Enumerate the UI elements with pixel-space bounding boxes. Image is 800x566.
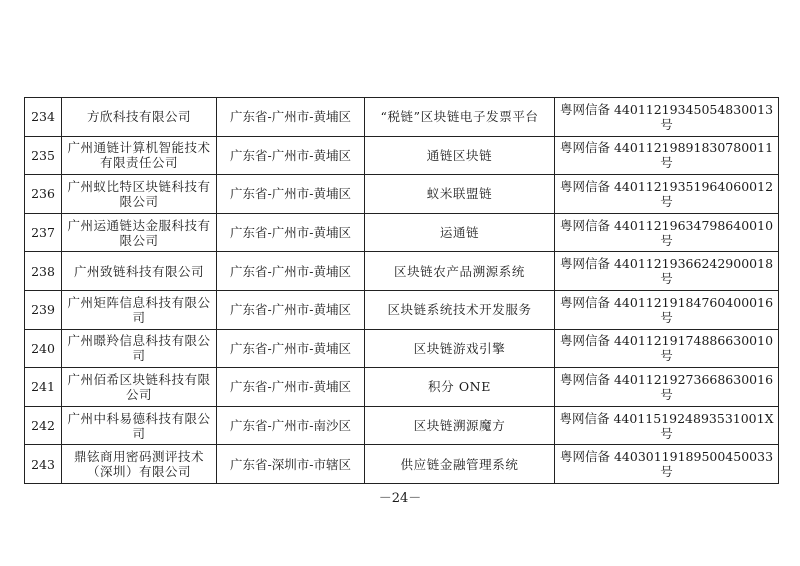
service-name: 供应链金融管理系统 — [365, 445, 555, 484]
company-name: 广州致链科技有限公司 — [62, 252, 217, 291]
region: 广东省-深圳市-市辖区 — [217, 445, 365, 484]
service-name: 区块链系统技术开发服务 — [365, 290, 555, 329]
service-name: 区块链农产品溯源系统 — [365, 252, 555, 291]
region: 广东省-广州市-黄埔区 — [217, 98, 365, 137]
region: 广东省-广州市-黄埔区 — [217, 368, 365, 407]
table-row — [25, 175, 779, 214]
company-name: 广州中科易德科技有限公司 — [62, 406, 217, 445]
table-row — [25, 252, 779, 291]
page-number: －24－ — [378, 491, 422, 506]
table-row — [25, 136, 779, 175]
service-name: 区块链溯源魔方 — [365, 406, 555, 445]
service-name: 积分 ONE — [365, 368, 555, 407]
row-number: 239 — [25, 290, 62, 329]
row-number: 240 — [25, 329, 62, 368]
company-name: 广州矩阵信息科技有限公司 — [62, 290, 217, 329]
company-name: 广州通链计算机智能技术有限责任公司 — [62, 136, 217, 175]
region: 广东省-广州市-黄埔区 — [217, 175, 365, 214]
record-number: 粤网信备 44011219273668630016 号 — [555, 368, 779, 407]
service-name: 运通链 — [365, 213, 555, 252]
record-number: 粤网信备 44011219184760400016 号 — [555, 290, 779, 329]
record-number: 粤网信备 44011219366242900018 号 — [555, 252, 779, 291]
row-number: 236 — [25, 175, 62, 214]
row-number: 241 — [25, 368, 62, 407]
service-name: “税链”区块链电子发票平台 — [365, 98, 555, 137]
row-number: 234 — [25, 98, 62, 137]
region: 广东省-广州市-黄埔区 — [217, 252, 365, 291]
company-name: 鼎铉商用密码测评技术（深圳）有限公司 — [62, 445, 217, 484]
record-number: 粤网信备 44011219351964060012 号 — [555, 175, 779, 214]
record-number: 粤网信备 44011219345054830013 号 — [555, 98, 779, 137]
table-row — [25, 290, 779, 329]
region: 广东省-广州市-黄埔区 — [217, 136, 365, 175]
table-row — [25, 329, 779, 368]
record-number: 粤网信备 44030119189500450033 号 — [555, 445, 779, 484]
company-name: 广州暻羚信息科技有限公司 — [62, 329, 217, 368]
company-name: 广州蚁比特区块链科技有限公司 — [62, 175, 217, 214]
service-name: 通链区块链 — [365, 136, 555, 175]
service-name: 区块链游戏引擎 — [365, 329, 555, 368]
row-number: 237 — [25, 213, 62, 252]
region: 广东省-广州市-黄埔区 — [217, 213, 365, 252]
region: 广东省-广州市-南沙区 — [217, 406, 365, 445]
blockchain-service-registry-table — [24, 97, 779, 484]
record-number: 粤网信备 4401151924893531001X 号 — [555, 406, 779, 445]
record-number: 粤网信备 44011219634798640010 号 — [555, 213, 779, 252]
company-name: 方欣科技有限公司 — [62, 98, 217, 137]
table-row — [25, 445, 779, 484]
table-row — [25, 98, 779, 137]
company-name: 广州运通链达金服科技有限公司 — [62, 213, 217, 252]
row-number: 242 — [25, 406, 62, 445]
service-name: 蚁米联盟链 — [365, 175, 555, 214]
region: 广东省-广州市-黄埔区 — [217, 329, 365, 368]
row-number: 235 — [25, 136, 62, 175]
company-name: 广州佰希区块链科技有限公司 — [62, 368, 217, 407]
record-number: 粤网信备 44011219174886630010 号 — [555, 329, 779, 368]
row-number: 243 — [25, 445, 62, 484]
record-number: 粤网信备 44011219891830780011 号 — [555, 136, 779, 175]
table-row — [25, 406, 779, 445]
table-row — [25, 368, 779, 407]
row-number: 238 — [25, 252, 62, 291]
table-row — [25, 213, 779, 252]
region: 广东省-广州市-黄埔区 — [217, 290, 365, 329]
